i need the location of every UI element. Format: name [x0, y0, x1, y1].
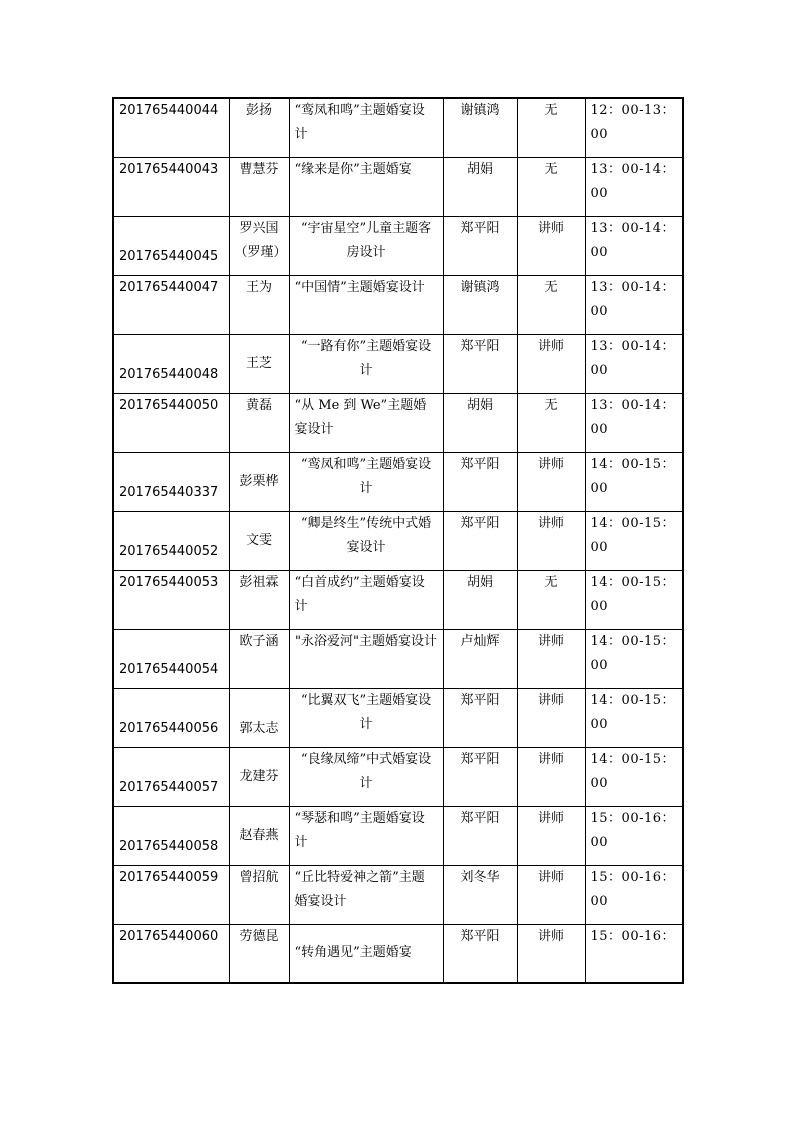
table-row — [113, 511, 683, 570]
advisor-title: 无 — [517, 157, 585, 216]
thesis-topic: “鸾凤和鸣”主题婚宴设计 — [289, 98, 443, 157]
thesis-topic: “宇宙星空”儿童主题客房设计 — [289, 216, 443, 275]
advisor-name: 郑平阳 — [443, 216, 517, 275]
table-row — [113, 334, 683, 393]
student-id: 201765440337 — [113, 452, 229, 511]
advisor-name: 郑平阳 — [443, 511, 517, 570]
advisor-title: 讲师 — [517, 452, 585, 511]
student-name: 赵春燕 — [229, 806, 289, 865]
table-row — [113, 806, 683, 865]
advisor-title: 讲师 — [517, 334, 585, 393]
student-id: 201765440053 — [113, 570, 229, 629]
advisor-name: 谢镇鸿 — [443, 275, 517, 334]
defense-time: 14：00-15：00 — [585, 688, 683, 747]
table-row — [113, 924, 683, 983]
thesis-topic: “卿是终生”传统中式婚宴设计 — [289, 511, 443, 570]
student-id: 201765440043 — [113, 157, 229, 216]
student-name: 曹慧芬 — [229, 157, 289, 216]
student-name: 欧子涵 — [229, 629, 289, 688]
table-row — [113, 688, 683, 747]
table-row — [113, 216, 683, 275]
student-id: 201765440047 — [113, 275, 229, 334]
student-name: 王为 — [229, 275, 289, 334]
thesis-topic: “比翼双飞”主题婚宴设计 — [289, 688, 443, 747]
thesis-topic: “转角遇见”主题婚宴 — [289, 924, 443, 983]
defense-time: 13：00-14：00 — [585, 216, 683, 275]
advisor-name: 刘冬华 — [443, 865, 517, 924]
advisor-name: 胡娟 — [443, 570, 517, 629]
advisor-title: 讲师 — [517, 865, 585, 924]
advisor-title: 讲师 — [517, 629, 585, 688]
thesis-topic: “琴瑟和鸣”主题婚宴设计 — [289, 806, 443, 865]
table-row — [113, 865, 683, 924]
student-id: 201765440048 — [113, 334, 229, 393]
advisor-name: 胡娟 — [443, 393, 517, 452]
advisor-name: 郑平阳 — [443, 688, 517, 747]
table-row — [113, 98, 683, 157]
defense-time: 12：00-13：00 — [585, 98, 683, 157]
thesis-topic: “丘比特爱神之箭”主题婚宴设计 — [289, 865, 443, 924]
advisor-name: 郑平阳 — [443, 334, 517, 393]
student-name: 彭祖霖 — [229, 570, 289, 629]
table-row — [113, 570, 683, 629]
student-name: 劳德昆 — [229, 924, 289, 983]
advisor-title: 无 — [517, 570, 585, 629]
student-name: 文雯 — [229, 511, 289, 570]
advisor-title: 讲师 — [517, 924, 585, 983]
student-id: 201765440057 — [113, 747, 229, 806]
student-name: 黄磊 — [229, 393, 289, 452]
defense-time: 15：00-16：00 — [585, 806, 683, 865]
advisor-title: 讲师 — [517, 688, 585, 747]
student-id: 201765440059 — [113, 865, 229, 924]
student-name: 罗兴国（罗瑾） — [229, 216, 289, 275]
thesis-topic: “缘来是你”主题婚宴 — [289, 157, 443, 216]
defense-time: 13：00-14：00 — [585, 275, 683, 334]
student-id: 201765440045 — [113, 216, 229, 275]
advisor-name: 郑平阳 — [443, 747, 517, 806]
advisor-title: 讲师 — [517, 216, 585, 275]
table-row — [113, 629, 683, 688]
advisor-title: 无 — [517, 275, 585, 334]
student-name: 郭太志 — [229, 688, 289, 747]
defense-time: 14：00-15：00 — [585, 511, 683, 570]
table-row — [113, 393, 683, 452]
advisor-title: 无 — [517, 393, 585, 452]
thesis-topic: “鸾凤和鸣”主题婚宴设计 — [289, 452, 443, 511]
table-row — [113, 157, 683, 216]
advisor-name: 卢灿辉 — [443, 629, 517, 688]
advisor-title: 讲师 — [517, 747, 585, 806]
thesis-topic: “白首成约”主题婚宴设计 — [289, 570, 443, 629]
thesis-topic: “良缘凤缔”中式婚宴设计 — [289, 747, 443, 806]
defense-time: 14：00-15：00 — [585, 570, 683, 629]
advisor-name: 郑平阳 — [443, 924, 517, 983]
defense-time: 14：00-15：00 — [585, 452, 683, 511]
defense-time: 14：00-15：00 — [585, 747, 683, 806]
student-id: 201765440050 — [113, 393, 229, 452]
student-id: 201765440054 — [113, 629, 229, 688]
student-name: 曾招航 — [229, 865, 289, 924]
table-row — [113, 275, 683, 334]
student-name: 彭栗桦 — [229, 452, 289, 511]
student-id: 201765440056 — [113, 688, 229, 747]
student-name: 龙建芬 — [229, 747, 289, 806]
defense-time: 13：00-14：00 — [585, 393, 683, 452]
table-row — [113, 747, 683, 806]
defense-time: 13：00-14：00 — [585, 157, 683, 216]
thesis-topic: “从 Me 到 We”主题婚宴设计 — [289, 393, 443, 452]
student-id: 201765440052 — [113, 511, 229, 570]
student-name: 彭扬 — [229, 98, 289, 157]
advisor-name: 郑平阳 — [443, 806, 517, 865]
defense-time: 15：00-16：00 — [585, 865, 683, 924]
thesis-topic: “一路有你”主题婚宴设计 — [289, 334, 443, 393]
advisor-title: 无 — [517, 98, 585, 157]
advisor-name: 胡娟 — [443, 157, 517, 216]
student-id: 201765440044 — [113, 98, 229, 157]
student-id: 201765440058 — [113, 806, 229, 865]
thesis-topic: "永浴爱河"主题婚宴设计 — [289, 629, 443, 688]
defense-time: 14：00-15：00 — [585, 629, 683, 688]
student-name: 王芝 — [229, 334, 289, 393]
advisor-name: 谢镇鸿 — [443, 98, 517, 157]
advisor-name: 郑平阳 — [443, 452, 517, 511]
thesis-topic: “中国情”主题婚宴设计 — [289, 275, 443, 334]
table-row — [113, 452, 683, 511]
advisor-title: 讲师 — [517, 806, 585, 865]
advisor-title: 讲师 — [517, 511, 585, 570]
defense-time: 15：00-16： — [585, 924, 683, 983]
schedule-table — [112, 97, 684, 984]
defense-time: 13：00-14：00 — [585, 334, 683, 393]
student-id: 201765440060 — [113, 924, 229, 983]
